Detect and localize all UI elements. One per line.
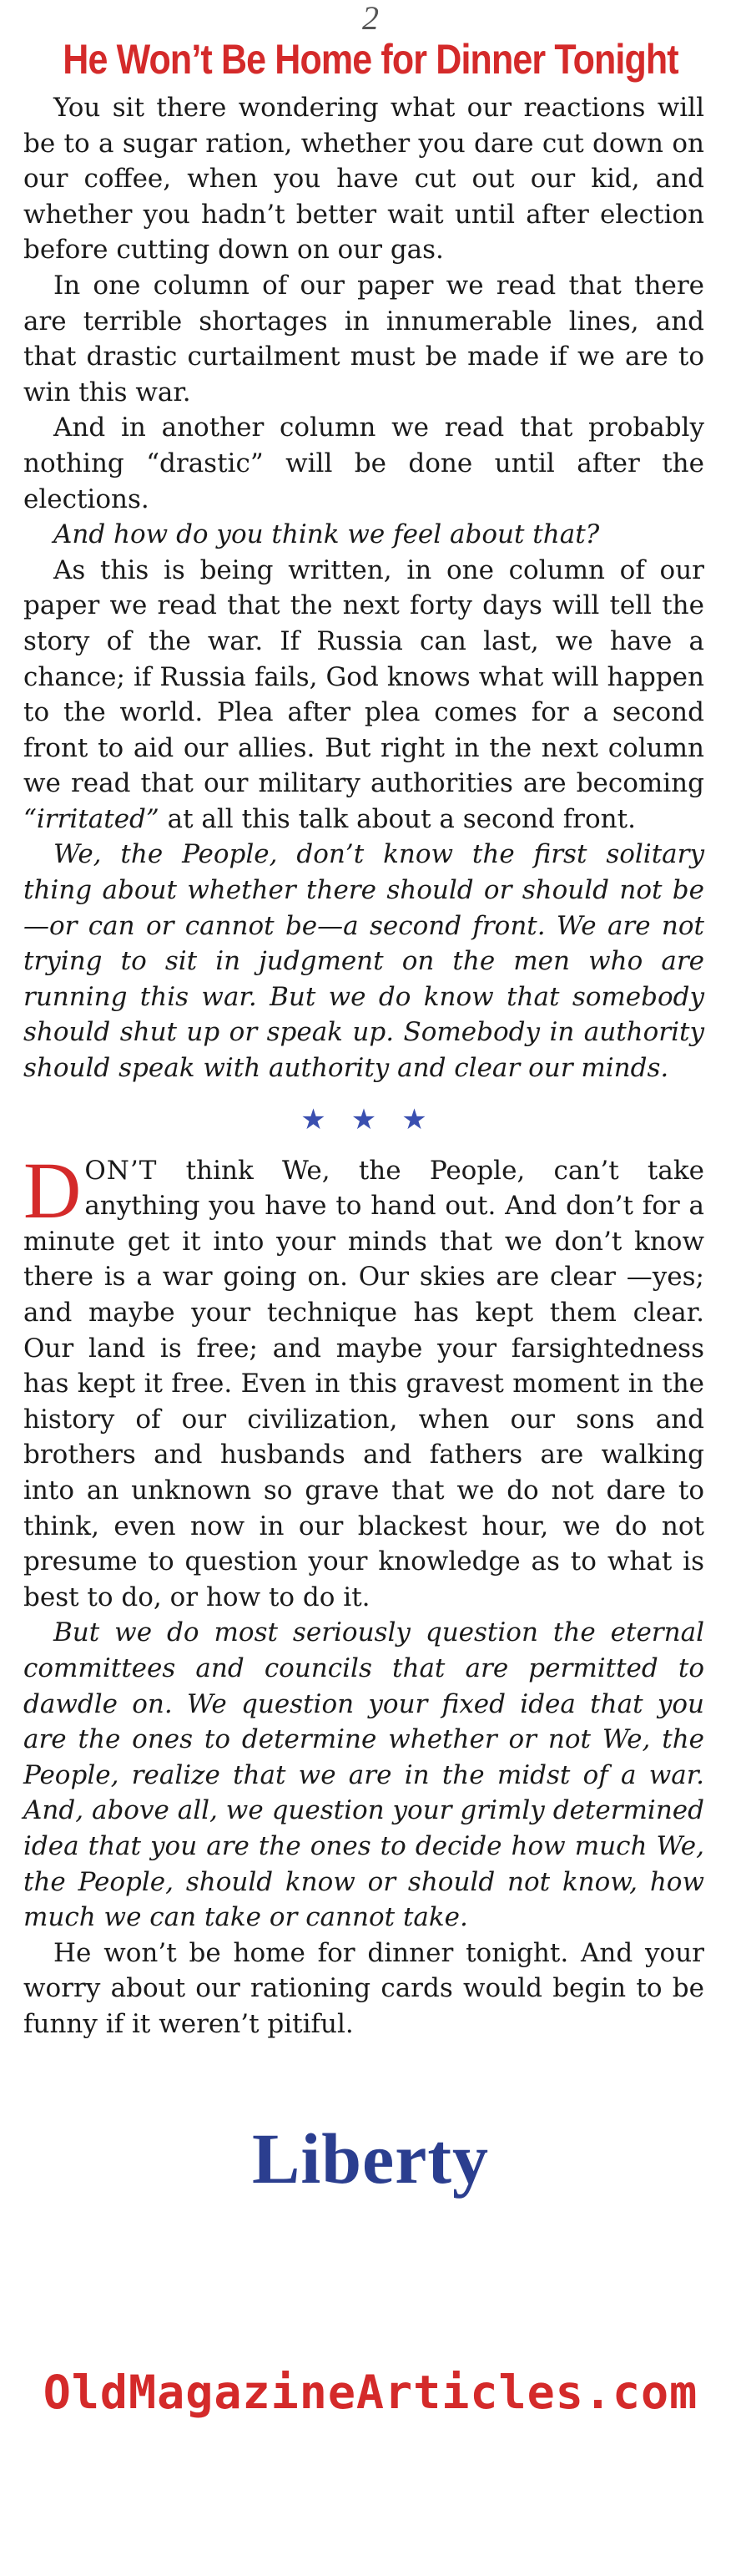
page-number: 2 [362, 0, 379, 37]
paragraph-drastic: And in another column we read that probably nothing “drastic” will be done until after the elections. [23, 412, 704, 514]
paragraph-dont-think [23, 1145, 704, 1616]
paragraph-question-committees: But we do most seriously question the eternal committees and councils that are permitted to dawdle on. We question your fixed idea that you are the ones to determine whether or not We, the People, realize that we are in the midst of a war. And, above all, we question your grimly determined idea that you are the ones to decide how much We, the People, should know or should not know, how much we can take or cannot take. [23, 1617, 704, 1933]
paragraph-we-the-people: We, the People, don’t know the first solitary thing about whether there should or should not be—or can or cannot be—a second front. We are not trying to sit in judgment on the men who are running this war. But we do know that somebody should shut up or speak up. Somebody in authority should speak with authority and clear our minds. [23, 839, 704, 1084]
paragraph-how-we-feel: And how do you think we feel about that? [53, 519, 600, 550]
paragraph-shortages: In one column of our paper we read that there are terrible shortages in innumerable lines, and that drastic curtailment must be made if we are to win this war. [23, 270, 704, 407]
drop-cap-rest: ON’T [84, 1155, 158, 1186]
paragraph-closing: He won’t be home for dinner tonight. And your worry about our rationing cards would begin to be funny if it weren’t pitiful. [23, 1937, 704, 2039]
article-body [23, 90, 704, 2042]
second-front-text-1: As this is being written, in one column of our paper we read that the next forty days will tell the story of the war. If Russia can last, we have a chance; if Russia fails, God knows what will happen to the world. Plea after plea comes for a second front to aid our allies. But right in the next column we read that our military authorities are becoming [23, 554, 704, 799]
paragraph-sugar-ration: You sit there wondering what our reactions will be to a sugar ration, whether you dare cut down on our coffee, when you have cut out our kid, and whether you hadn’t better wait until after election before cutting down on our gas. [23, 93, 704, 266]
irritated-emphasis: “irritated” [23, 803, 159, 834]
footer-site-name: OldMagazineArticles.com [43, 2366, 698, 2419]
star-separator: ★★★ [300, 1102, 452, 1136]
drop-cap: D [23, 1145, 82, 1235]
liberty-logo: Liberty [251, 2118, 490, 2199]
second-front-text-2: at all this talk about a second front. [159, 803, 636, 834]
paragraph-second-front [23, 553, 704, 838]
dont-think-text: think We, the People, can’t take anything you have to hand out. And don’t for a minute get it into your minds that we don’t know there is a war going on. Our skies are clear —yes; and maybe your technique has kept them clear. Our land is free; and maybe your farsightedness has kept it free. Even in this gravest moment in the history of our civilization, when our sons and brothers and husbands and fathers are walking into an unknown so grave that we do not dare to think, even now in our blackest hour, we do not presume to question your knowledge as to what is best to do, or how to do it. [23, 1155, 704, 1612]
headline: He Won’t Be Home for Dinner Tonight [63, 36, 678, 83]
